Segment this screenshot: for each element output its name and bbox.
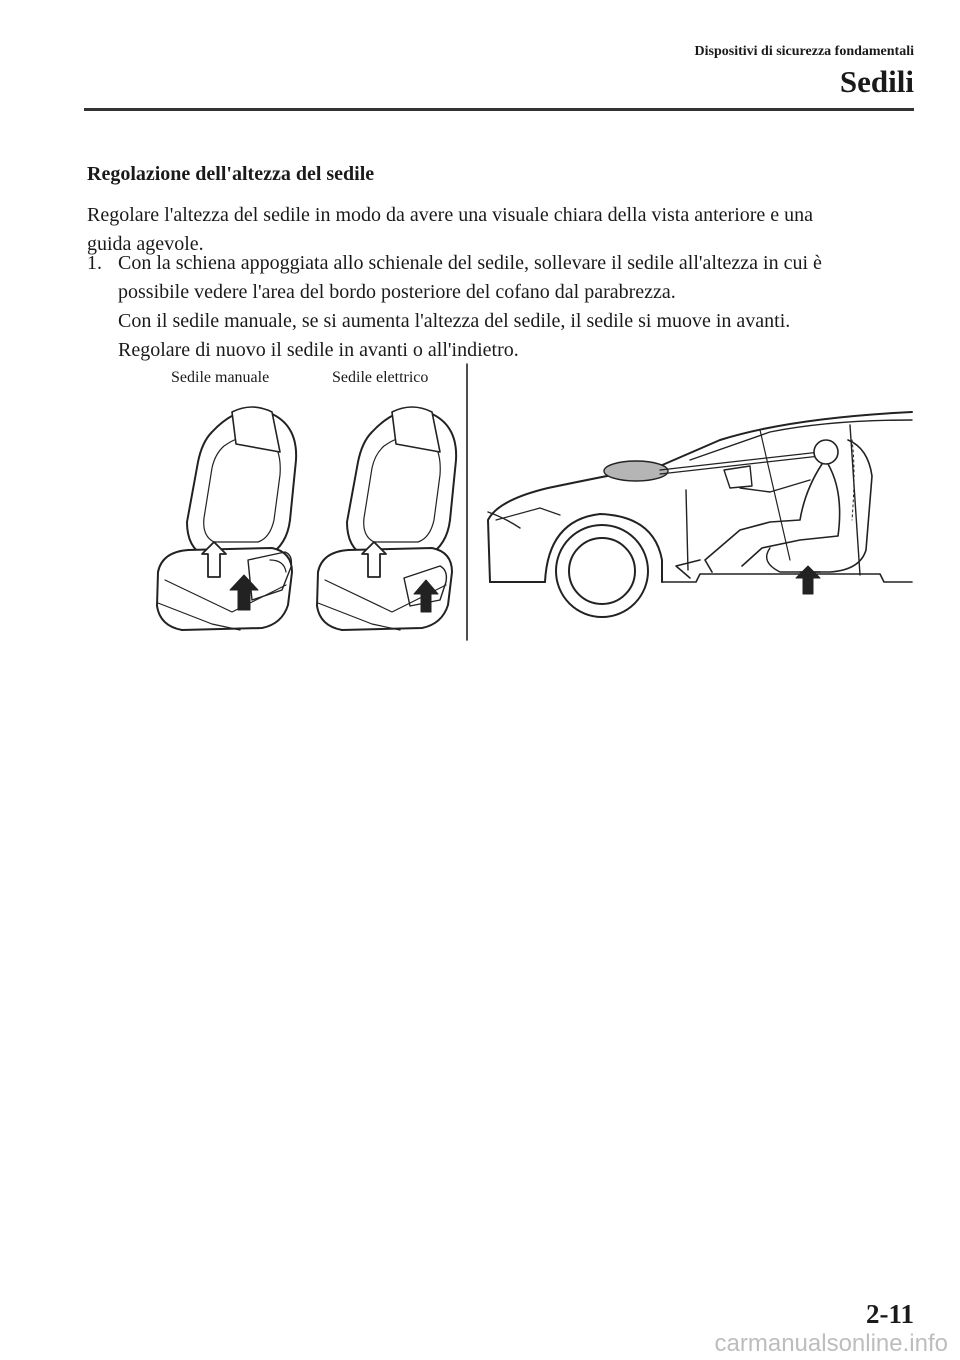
running-header-section: Dispositivi di sicurezza fondamentali [694, 44, 914, 59]
running-header-chapter: Sedili [839, 64, 914, 99]
section-heading: Regolazione dell'altezza del sedile [87, 163, 375, 185]
step-line-2: possibile vedere l'area del bordo posteriore del cofano dal parabrezza. [118, 281, 676, 303]
step-line-1: Con la schiena appoggiata allo schienale del sedile, sollevare il sedile all'altezza in cui è [118, 252, 822, 274]
step-line-4: Regolare di nuovo il sedile in avanti o all'indietro. [118, 339, 519, 361]
page-number: 2-11 [865, 1299, 914, 1329]
power-seat-illustration [317, 407, 456, 630]
step-number: 1. [87, 252, 102, 274]
seat-height-figure [0, 0, 960, 660]
footer-watermark: carmanualsonline.info [714, 1330, 948, 1357]
intro-line-1: Regolare l'altezza del sedile in modo da avere una visuale chiara della vista anteriore e una [87, 204, 814, 226]
manual-seat-illustration [157, 407, 296, 630]
label-manual-seat: Sedile manuale [171, 369, 270, 386]
label-power-seat: Sedile elettrico [332, 369, 429, 386]
intro-line-2: guida agevole. [87, 233, 204, 255]
car-driver-illustration [488, 412, 912, 617]
step-line-3: Con il sedile manuale, se si aumenta l'altezza del sedile, il sedile si muove in avanti. [118, 310, 791, 332]
